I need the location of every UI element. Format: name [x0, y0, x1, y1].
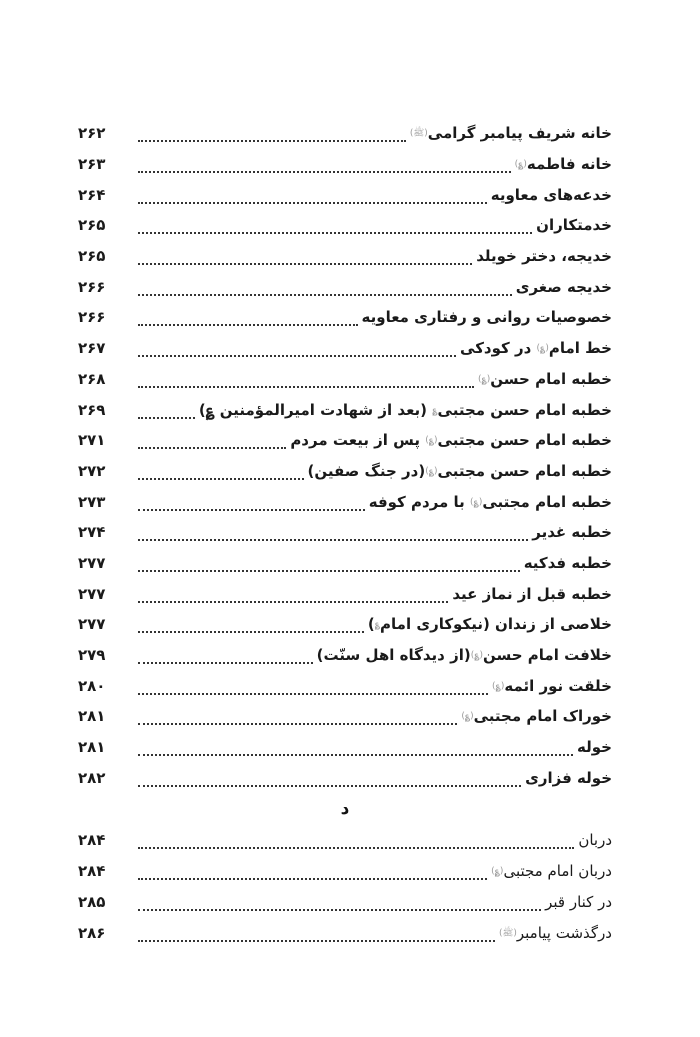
index-entry [78, 456, 612, 487]
entry-title-text: خوله فزاری [525, 768, 612, 787]
index-entry [78, 302, 612, 333]
index-entry [78, 179, 612, 210]
entry-title-text: خدیجه صغری [515, 277, 612, 296]
index-entry [78, 732, 612, 763]
entry-title [197, 401, 612, 419]
entry-title-suffix: (بعد از شهادت امیرالمؤمنین ؏) [198, 400, 433, 419]
index-section-dal [78, 825, 612, 948]
dot-leader [138, 650, 313, 664]
entry-title-text: خطبه فدکیه [523, 553, 612, 572]
index-section-kha [78, 118, 612, 793]
dot-leader [138, 405, 195, 419]
index-entry [78, 271, 612, 302]
page-number: ۲۸۱ [78, 738, 106, 757]
index-page [78, 118, 612, 948]
index-entry [78, 825, 612, 856]
dot-leader [138, 835, 574, 849]
page-number: ۲۸۱ [78, 707, 106, 726]
entry-title [474, 247, 612, 265]
dot-leader [138, 619, 364, 633]
honorific-icon: (؏) [514, 159, 527, 170]
dot-leader [138, 711, 457, 725]
dot-leader [138, 866, 487, 880]
index-entry [78, 149, 612, 180]
page-number: ۲۷۷ [78, 584, 106, 603]
index-entry [78, 241, 612, 272]
dot-leader [138, 343, 456, 357]
dot-leader [138, 558, 520, 572]
entry-title [306, 462, 612, 480]
page-number: ۲۶۳ [78, 155, 106, 174]
index-entry [78, 486, 612, 517]
page-number: ۲۷۷ [78, 615, 106, 634]
page-number: ۲۷۱ [78, 431, 106, 450]
dot-leader [138, 435, 286, 449]
index-entry [78, 548, 612, 579]
entry-title-text: خطبه امام حسن مجتبی [437, 431, 612, 450]
dot-leader [138, 312, 358, 326]
section-heading-dal: د [340, 799, 350, 820]
page-number: ۲۸۵ [78, 892, 106, 911]
entry-title-suffix: پس از بیعت مردم [290, 431, 426, 450]
entry-title-text: خانه فاطمه [526, 155, 612, 174]
honorific-icon: (؏) [425, 435, 438, 446]
page-number: ۲۸۰ [78, 676, 106, 695]
index-entry [78, 333, 612, 364]
honorific-icon: (؏) [470, 497, 483, 508]
entry-title-text: خطبه امام حسن مجتبی [437, 400, 612, 419]
page-number: ۲۷۲ [78, 461, 106, 480]
entry-title-text: خوراک امام مجتبی [473, 707, 612, 726]
page-number: ۲۷۴ [78, 523, 106, 542]
entry-title [534, 216, 612, 234]
entry-title-text: خلقت نور ائمه [504, 676, 612, 695]
entry-title-text: خطبه قبل از نماز عید [452, 584, 612, 603]
index-entry [78, 394, 612, 425]
page-number: ۲۶۵ [78, 216, 106, 235]
dot-leader [138, 527, 528, 541]
entry-title-suffix: با مردم کوفه [368, 492, 471, 511]
entry-title [367, 493, 612, 511]
dot-leader [138, 374, 474, 388]
entry-title [288, 431, 612, 449]
entry-title-text: خطبه غدیر [532, 523, 612, 542]
index-entry [78, 118, 612, 149]
entry-title [459, 707, 612, 725]
page-number: ۲۷۷ [78, 553, 106, 572]
index-entry [78, 701, 612, 732]
entry-title [360, 308, 612, 326]
entry-title-text: خطبه امام حسن [490, 369, 612, 388]
entry-title-text: خصوصیات روانی و رفتاری معاویه [361, 308, 612, 327]
dot-leader [138, 251, 472, 265]
page-number: ۲۶۶ [78, 277, 106, 296]
index-entry [78, 762, 612, 793]
honorific-icon: (ﷺ) [498, 928, 517, 939]
dot-leader [138, 681, 488, 695]
page-number: ۲۷۳ [78, 492, 106, 511]
index-entry [78, 609, 612, 640]
page-number: ۲۶۶ [78, 308, 106, 327]
dot-leader [138, 773, 521, 787]
dot-leader [138, 589, 448, 603]
entry-title-text: خلافت امام حسن [483, 646, 612, 665]
entry-title-text: خلاصی از زندان (نیکوکاری امام [380, 615, 612, 634]
entry-title-suffix: (در جنگ صفین) [307, 461, 426, 480]
index-entry [78, 517, 612, 548]
page-number: ۲۶۹ [78, 400, 106, 419]
entry-title-text: درگذشت پیامبر [516, 923, 612, 942]
index-entry [78, 887, 612, 918]
page-number: ۲۶۴ [78, 185, 106, 204]
dot-leader [138, 128, 406, 142]
page-number: ۲۸۶ [78, 923, 106, 942]
index-entry [78, 364, 612, 395]
entry-title-suffix: ) [367, 615, 375, 634]
entry-title [489, 862, 612, 880]
index-entry [78, 856, 612, 887]
honorific-icon: (؏) [492, 681, 505, 692]
honorific-icon: ؏ [432, 405, 438, 416]
dot-leader [138, 497, 365, 511]
entry-title [514, 278, 612, 296]
entry-title-suffix: (از دیدگاه اهل سنّت) [316, 646, 471, 665]
entry-title-text: خطبه امام مجتبی [482, 492, 612, 511]
entry-title-text: خانه شریف پیامبر گرامی [427, 124, 612, 143]
index-entry [78, 578, 612, 609]
entry-title-text: خدیجه، دختر خویلد [476, 247, 612, 266]
honorific-icon: (ﷺ) [409, 128, 428, 139]
entry-title [408, 124, 612, 142]
entry-title [489, 186, 612, 204]
entry-title [315, 646, 612, 664]
entry-title [576, 831, 612, 849]
page-number: ۲۶۸ [78, 369, 106, 388]
dot-leader [138, 742, 573, 756]
entry-title [530, 523, 612, 541]
index-entry [78, 640, 612, 671]
dot-leader [138, 220, 532, 234]
page-number: ۲۸۴ [78, 831, 106, 850]
honorific-icon: (؏) [461, 711, 474, 722]
honorific-icon: (؏) [470, 650, 484, 661]
dot-leader [138, 190, 487, 204]
entry-title-text: دربان امام مجتبی [503, 862, 612, 881]
page-number: ۲۶۷ [78, 339, 106, 358]
entry-title [543, 893, 612, 911]
honorific-icon: (؏) [425, 466, 438, 477]
entry-title [575, 738, 612, 756]
honorific-icon: (؏) [491, 866, 504, 877]
entry-title [458, 339, 612, 357]
index-entry [78, 917, 612, 948]
page-number: ۲۶۲ [78, 124, 106, 143]
dot-leader [138, 159, 511, 173]
entry-title [490, 677, 612, 695]
honorific-icon: (؏) [536, 343, 549, 354]
dot-leader [138, 897, 541, 911]
entry-title-text: در کنار قبر [545, 892, 612, 911]
entry-title-suffix: در کودکی [460, 339, 537, 358]
entry-title [523, 769, 612, 787]
dot-leader [138, 466, 304, 480]
dot-leader [138, 928, 495, 942]
entry-title-text: خدمتکاران [536, 216, 612, 235]
entry-title [522, 554, 612, 572]
entry-title [476, 370, 612, 388]
honorific-icon: (؏) [477, 374, 491, 385]
entry-title-text: خطبه امام حسن مجتبی [437, 461, 612, 480]
entry-title [497, 924, 612, 942]
index-entry [78, 425, 612, 456]
page-number: ۲۶۵ [78, 247, 106, 266]
entry-title-text: خوله [577, 738, 612, 757]
entry-title [513, 155, 612, 173]
entry-title-text: خط امام [548, 339, 612, 358]
page-number: ۲۸۴ [78, 862, 106, 881]
page-number: ۲۷۹ [78, 646, 106, 665]
page-number: ۲۸۲ [78, 768, 106, 787]
honorific-icon: ؏ [374, 619, 381, 630]
index-entry [78, 670, 612, 701]
entry-title [366, 615, 612, 633]
dot-leader [138, 282, 512, 296]
entry-title [450, 585, 612, 603]
entry-title-text: دربان [578, 831, 612, 850]
entry-title-text: خدعه‌های معاویه [490, 185, 612, 204]
index-entry [78, 210, 612, 241]
